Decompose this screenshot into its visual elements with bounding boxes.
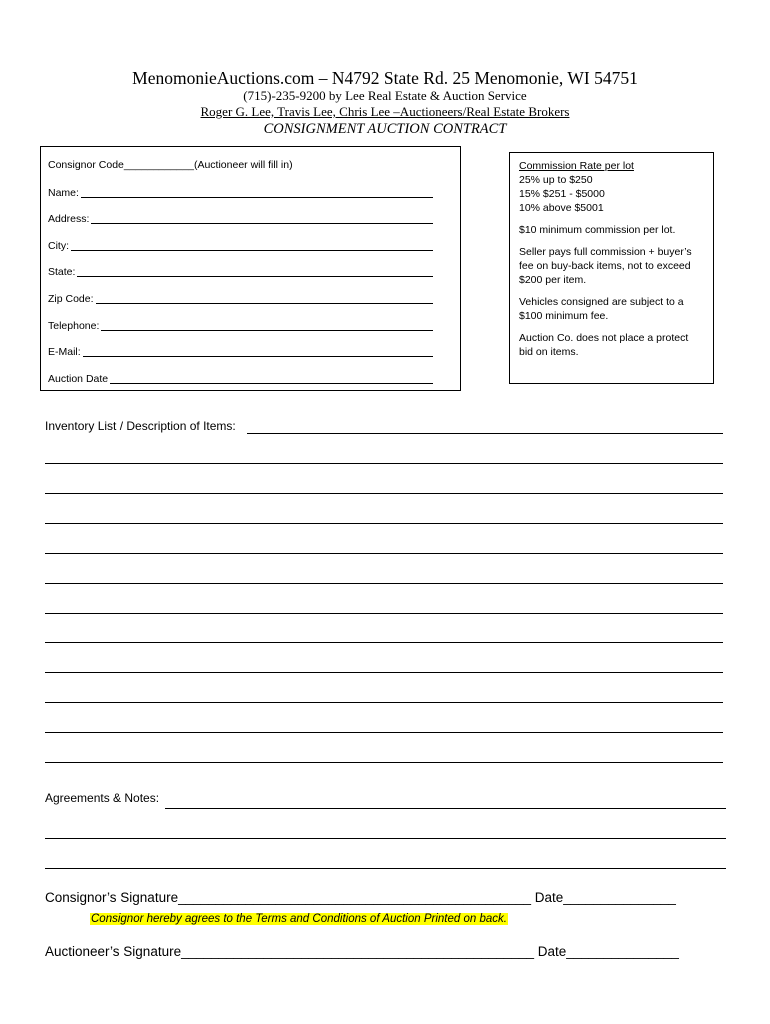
city-line[interactable] [71, 240, 433, 251]
address-field[interactable] [48, 213, 433, 225]
header-auctioneers-text: Roger G. Lee, Travis Lee, Chris Lee –Auctioneers/Real Estate Brokers [200, 104, 570, 119]
email-line[interactable] [83, 346, 433, 357]
inventory-line[interactable] [45, 613, 723, 614]
inventory-line[interactable] [45, 732, 723, 733]
consignor-code-label: Consignor Code____________(Auctioneer will fill in) [48, 159, 293, 171]
email-label: E-Mail: [48, 346, 81, 358]
commission-minimum: $10 minimum commission per lot. [519, 224, 676, 236]
city-field[interactable] [48, 240, 433, 252]
commission-rate-box [509, 152, 714, 384]
state-label: State: [48, 266, 76, 278]
state-line[interactable] [77, 266, 433, 277]
contract-title: CONSIGNMENT AUCTION CONTRACT [263, 121, 507, 137]
auction-date-label: Auction Date [48, 373, 109, 385]
auctioneer-signature-line[interactable]: Auctioneer’s Signature_______________________________________________ Date_______________ [45, 944, 679, 959]
auction-date-field[interactable] [48, 373, 433, 385]
agreements-line[interactable] [165, 808, 726, 809]
commission-rate-2: 15% $251 - $5000 [519, 188, 605, 200]
header-auctioneers [0, 104, 770, 120]
inventory-line[interactable] [45, 463, 723, 464]
terms-notice: Consignor hereby agrees to the Terms and Conditions of Auction Printed on back. [91, 913, 507, 925]
agreements-line[interactable] [45, 868, 726, 869]
auction-date-line[interactable] [110, 373, 433, 384]
inventory-line[interactable] [45, 583, 723, 584]
inventory-line[interactable] [45, 702, 723, 703]
commission-protect-bid: Auction Co. does not place a protect bid on items. [519, 332, 689, 358]
agreements-line[interactable] [45, 838, 726, 839]
inventory-line[interactable] [45, 642, 723, 643]
zip-code-field[interactable] [48, 293, 433, 305]
consignor-signature-line[interactable]: Consignor’s Signature_______________________________________________ Date_______________ [45, 890, 676, 905]
zip-code-label: Zip Code: [48, 293, 94, 305]
name-label: Name: [48, 187, 79, 199]
inventory-line[interactable] [247, 433, 723, 434]
telephone-line[interactable] [101, 320, 433, 331]
address-label: Address: [48, 213, 90, 225]
address-line[interactable] [91, 213, 433, 224]
inventory-line[interactable] [45, 762, 723, 763]
commission-rate-1: 25% up to $250 [519, 174, 593, 186]
consignor-info-box [40, 146, 461, 391]
city-label: City: [48, 240, 69, 252]
commission-rate-3: 10% above $5001 [519, 202, 604, 214]
commission-vehicles: Vehicles consigned are subject to a $100 minimum fee. [519, 296, 684, 322]
inventory-label: Inventory List / Description of Items: [45, 419, 236, 433]
telephone-field[interactable] [48, 320, 433, 332]
zip-code-line[interactable] [96, 293, 433, 304]
name-field[interactable] [48, 187, 433, 199]
header-company-address: MenomonieAuctions.com – N4792 State Rd. 25 Menomonie, WI 54751 [132, 68, 638, 88]
agreements-label: Agreements & Notes: [45, 791, 160, 805]
inventory-line[interactable] [45, 523, 723, 524]
commission-title: Commission Rate per lot [519, 160, 634, 172]
inventory-line[interactable] [45, 493, 723, 494]
inventory-line[interactable] [45, 672, 723, 673]
inventory-line[interactable] [45, 553, 723, 554]
email-field[interactable] [48, 346, 433, 358]
header-phone: (715)-235-9200 by Lee Real Estate & Auction Service [243, 88, 527, 103]
telephone-label: Telephone: [48, 320, 100, 332]
name-line[interactable] [81, 187, 433, 198]
commission-buyback: Seller pays full commission + buyer’s fee on buy-back items, not to exceed $200 per item. [519, 246, 692, 286]
state-field[interactable] [48, 266, 433, 278]
